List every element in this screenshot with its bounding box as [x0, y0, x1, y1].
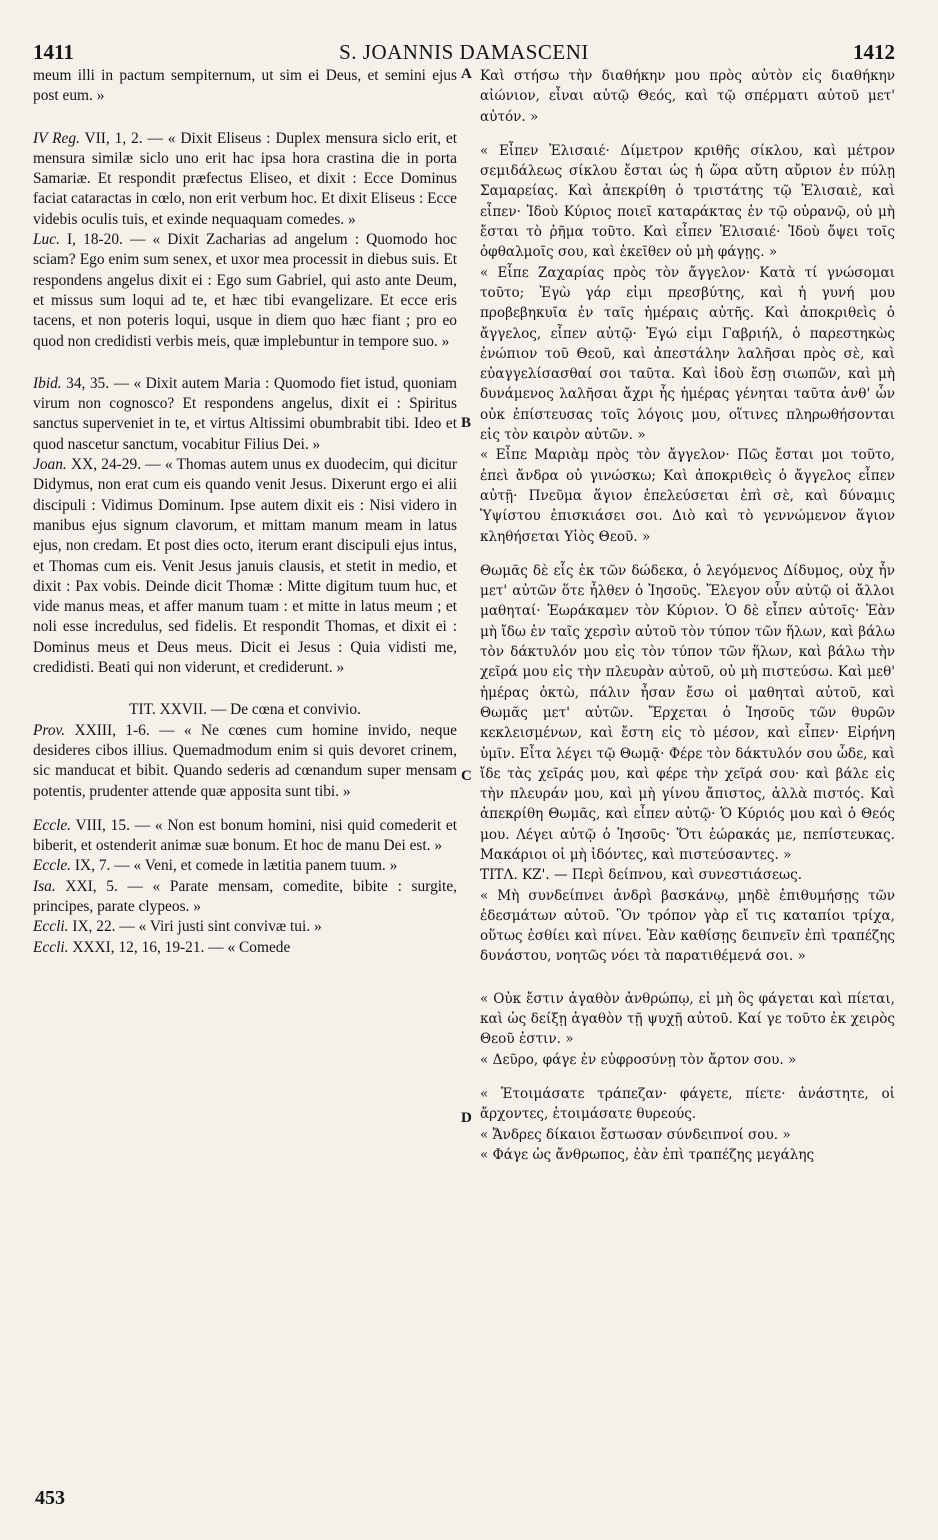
paragraph-text: I, 18-20. — « Dixit Zacharias ad angelum : Quomodo hoc sciam? Ego enim sum senex, et uxor mea processit in diebus suis. Et respondens angelus dixit ei : Ego sum Gabriel, qui asto ante Deum, et missus sum loqui ad te, et hæc tibi evangelizare. Et ecce eris tacens, et non poteris loqui, usque in diem quo hæc fiant ; pro eo quod non credidisti verbis meis, quæ implebuntur in tempore suo. » — [33, 231, 457, 350]
left-paragraph — [33, 856, 457, 876]
paragraph-gap — [33, 107, 457, 129]
paragraph-text: XX, 24-29. — « Thomas autem unus ex duodecim, qui dicitur Didymus, non erat cum eis quando venit Jesus. Dixerunt ergo ei alii discipuli : Vidimus Dominum. Ipse autem dixit eis : Nisi videro in manibus ejus signum clavorum, et mittam manum meam in latus ejus, non credam. Et post dies octo, iterum erant discipuli ejus intus, et Thomas cum eis. Venit Jesus januis clausis, et stetit in medio, et dixit : Pax vobis. Deinde dicit Thomæ : Mitte digitum tuum huc, et vide manus meas, et affer manum tuam : et mitte in latus meum ; et noli esse incredulus, sed fidelis. Et respondit Thomas, et dixit ei : Dominus meus et Deus meus. Dicit ei Jesus : Quia vidisti me, credidisti. Beati qui non viderunt, et crediderunt. » — [33, 456, 457, 677]
scripture-reference: Eccli. — [33, 918, 69, 936]
latin-column — [33, 66, 457, 1521]
right-paragraph — [480, 989, 895, 1050]
paragraph-gap — [33, 802, 457, 816]
paragraph-gap — [33, 352, 457, 374]
paragraph-text: meum illi in pactum sempiternum, ut sim ei Deus, et semini ejus post eum. » — [33, 67, 457, 105]
right-paragraph — [480, 1125, 895, 1145]
right-paragraph — [480, 1145, 895, 1165]
section-title: TIT. XXVII. — De cœna et convivio. — [129, 701, 361, 719]
paragraph-text: « Δεῦρο, φάγε ἐν εὐφροσύνῃ τὸν ἄρτον σου. » — [480, 1051, 797, 1068]
page-number-right: 1412 — [853, 40, 895, 64]
left-paragraph — [33, 700, 457, 720]
greek-column — [480, 66, 895, 1521]
paragraph-text: « Ἄνδρες δίκαιοι ἔστωσαν σύνδειπνοί σου. » — [480, 1126, 791, 1143]
paragraph-text: Θωμᾶς δὲ εἷς ἐκ τῶν δώδεκα, ὁ λεγόμενος Δίδυμος, οὐχ ἦν μετ' αὐτῶν ὅτε ἦλθεν ὁ Ἰησοῦς. Ἔλεγον οὖν αὐτῷ οἱ ἄλλοι μαθηταί· Ἑωράκαμεν τὸν Κύριον. Ὁ δὲ εἶπεν αὐτοῖς· Ἐὰν μὴ ἴδω ἐν ταῖς χερσὶν αὐτοῦ τὸν τύπον τῶν ἥλων, καὶ βάλω τὸν δάκτυλόν μου εἰς τὸν τύπον τῶν ἥλων, καὶ βάλω τὴν χεῖρά μου εἰς τὴν πλευρὰν αὐτοῦ, οὐ μὴ πιστεύσω. Καὶ μεθ' ἡμέρας ὀκτὼ, πάλιν ἦσαν ἔσω οἱ μαθηταὶ αὐτοῦ, καὶ Θωμᾶς μετ' αὐτῶν. Ἔρχεται ὁ Ἰησοῦς τῶν θυρῶν κεκλεισμένων, καὶ ἔστη εἰς τὸ μέσον, καὶ εἶπεν· Εἰρήνη ὑμῖν. Εἶτα λέγει τῷ Θωμᾷ· Φέρε τὸν δάκτυλόν σου ὧδε, καὶ ἴδε τὰς χεῖράς μου, καὶ φέρε τὴν χεῖρά σου· καὶ βάλε εἰς τὴν πλευράν μου, καὶ μὴ γίνου ἄπιστος, ἀλλὰ πιστός. Καὶ ἀπεκρίθη Θωμᾶς, καὶ εἶπεν αὐτῷ· Ὁ Κύριός μου καὶ ὁ Θεός μου. Λέγει αὐτῷ ὁ Ἰησοῦς· Ὅτι ἑώρακάς με, πεπίστευκας. Μακάριοι οἱ μὴ ἰδόντες, καὶ πιστεύσαντες. » — [480, 562, 895, 863]
margin-mark-c: C — [461, 768, 472, 784]
paragraph-gap — [480, 127, 895, 141]
right-paragraph — [480, 445, 895, 546]
left-paragraph — [33, 66, 457, 107]
page-number-left: 1411 — [33, 40, 74, 64]
paragraph-text: XXIII, 1-6. — « Ne cœnes cum homine invido, neque desideres cibos illius. Quemadmodum enim si quis devoret crinem, sic manducat et bibit. Quando sederis ad cœnandum super mensam potentis, prudenter attende quæ apposita sunt tibi. » — [33, 721, 457, 800]
paragraph-text: « Εἶπε Ζαχαρίας πρὸς τὸν ἄγγελον· Κατὰ τί γνώσομαι τοῦτο; Ἐγὼ γάρ εἰμι πρεσβύτης, καὶ ἡ γυνή μου προβεβηκυῖα ἐν ταῖς ἡμέραις αὐτῆς. Καὶ ἀποκριθεὶς ὁ ἄγγελος, εἶπεν αὐτῷ· Ἐγώ εἰμι Γαβριήλ, ὁ παρεστηκὼς ἐνώπιον τοῦ Θεοῦ, καὶ ἀπεστάλην λαλῆσαι πρὸς σὲ, καὶ εὐαγγελίσασθαί σοι ταῦτα. Καὶ ἰδοὺ ἔσῃ σιωπῶν, καὶ μὴ δυνάμενος λαλῆσαι ἄχρι ἧς ἡμέρας γένηται ταῦτα ἀνθ' ὧν οὐκ ἐπίστευσας τοῖς λόγοις μου, οἵτινες πληρωθήσονται εἰς τὸν καιρὸν αὐτῶν. » — [480, 264, 895, 444]
paragraph-gap — [33, 678, 457, 700]
scripture-reference: IV Reg. — [33, 129, 80, 147]
paragraph-text: VIII, 15. — « Non est bonum homini, nisi quid comederit et biberit, et ostenderit animæ suæ bonum. Et hoc de manu Dei est. » — [33, 816, 457, 855]
paragraph-gap — [480, 967, 895, 989]
paragraph-text: « Εἶπε Μαριὰμ πρὸς τὸν ἄγγελον· Πῶς ἔσται μοι τοῦτο, ἐπεὶ ἄνδρα οὐ γινώσκω; Καὶ ἀποκριθεὶς ὁ ἄγγελος εἶπεν αὐτῇ· Πνεῦμα ἅγιον ἐπελεύσεται ἐπὶ σὲ, καὶ δύναμις Ὑψίστου ἐπισκιάσει σοι. Διὸ καὶ τὸ γεννώμενον ἅγιον κληθήσεται Υἱὸς Θεοῦ. » — [480, 447, 895, 545]
right-paragraph — [480, 263, 895, 446]
scripture-reference: Eccle. — [33, 857, 72, 875]
paragraph-text: « Οὐκ ἔστιν ἀγαθὸν ἀνθρώπῳ, εἰ μὴ ὃς φάγεται καὶ πίεται, καὶ ὡς δείξῃ ἀγαθὸν τῇ ψυχῇ αὐτοῦ. Καί γε τοῦτο ἐκ χειρὸς Θεοῦ ἐστιν. » — [480, 990, 895, 1048]
scripture-reference: Luc. — [33, 231, 60, 249]
left-paragraph — [33, 129, 457, 230]
paragraph-text: VII, 1, 2. — « Dixit Eliseus : Duplex mensura siclo erit, et mensura similæ siclo uno erit hac ipsa hora crastina die in porta Samariæ. Et respondit præfectus Eliseo, et dixit : Ecce Dominus faciat cataractas in cœlo, non erit verbum hoc. Et dixit Eliseus : Ecce videbis oculis tuis, et exinde nequaquam comedes. » — [33, 129, 457, 228]
paragraph-text: IX, 22. — « Viri justi sint convivæ tui. » — [68, 918, 322, 936]
right-paragraph — [480, 561, 895, 865]
margin-mark-a: A — [461, 66, 472, 82]
right-paragraph — [480, 865, 895, 885]
paragraph-text: « Ἑτοιμάσατε τράπεζαν· φάγετε, πίετε· ἀνάστητε, οἱ ἄρχοντες, ἑτοιμάσατε θυρεούς. — [480, 1085, 895, 1123]
right-paragraph — [480, 141, 895, 263]
signature-number: 453 — [35, 1487, 65, 1509]
scripture-reference: Eccle. — [33, 816, 72, 834]
running-title: S. JOANNIS DAMASCENI — [339, 40, 589, 64]
left-paragraph — [33, 374, 457, 455]
right-paragraph — [480, 1050, 895, 1070]
scripture-reference: Isa. — [33, 877, 56, 895]
right-paragraph — [480, 66, 895, 127]
paragraph-text: XXI, 5. — « Parate mensam, comedite, bibite : surgite, principes, parate clypeos. » — [33, 877, 457, 915]
paragraph-text: ΤΙΤΛ. ΚΖ'. — Περὶ δείπνου, καὶ συνεστιάσεως. — [480, 867, 803, 884]
paragraph-gap — [480, 1070, 895, 1084]
paragraph-text: XXXI, 12, 16, 19-21. — « Comede — [68, 938, 291, 956]
scripture-reference: Ibid. — [33, 374, 62, 392]
margin-mark-d: D — [461, 1110, 472, 1126]
right-paragraph — [480, 886, 895, 967]
paragraph-text: « Εἶπεν Ἐλισαιέ· Δίμετρον κριθῆς σίκλου, καὶ μέτρον σεμιδάλεως σίκλου ἔσται ὡς ἡ ὥρα αὔτη αὔριον ἐν πύλῃ Σαμαρείας. Καὶ ἀπεκρίθη ὁ τριστάτης τῷ Ἐλισαιὲ, καὶ εἶπεν· Ἰδοὺ Κύριος ποιεῖ καταράκτας ἐν τῷ οὐρανῷ, οὐ μὴ ἔσται τὸ ῥῆμα τοῦτο. Καὶ εἶπεν Ἐλισαιέ· Ἰδοὺ ὄψει τοῖς ὀφθαλμοῖς σου, καὶ ἐκεῖθεν οὐ μὴ φάγῃς. » — [480, 142, 895, 261]
left-paragraph — [33, 816, 457, 857]
scripture-reference: Eccli. — [33, 938, 69, 956]
left-paragraph — [33, 917, 457, 937]
left-paragraph — [33, 455, 457, 678]
paragraph-text: « Φάγε ὡς ἄνθρωπος, ἐὰν ἐπὶ τραπέζης μεγάλης — [480, 1146, 815, 1163]
paragraph-text: IX, 7. — « Veni, et comede in lætitia panem tuum. » — [71, 857, 398, 875]
scripture-reference: Prov. — [33, 721, 66, 739]
paragraph-text: « Μὴ συνδείπνει ἀνδρὶ βασκάνῳ, μηδὲ ἐπιθυμήσῃς τῶν ἐδεσμάτων αὐτοῦ. Ὃν τρόπον γὰρ εἴ τις καταπίοι τρίχα, οὕτως ἐσθίει καὶ πίνει. Ἐὰν καθίσῃς δειπνεῖν ἐπὶ τραπέζης δυνάστου, νοητῶς νόει τὰ παρατιθέμενά σοι. » — [480, 887, 895, 965]
paragraph-text: 34, 35. — « Dixit autem Maria : Quomodo fiet istud, quoniam virum non cognosco? Et respondens angelus, dixit ei : Spiritus sanctus superveniet in te, et virtus Altissimi obumbrabit tibi. Ideo et quod nascetur sanctum, vocabitur Filius Dei. » — [33, 374, 457, 453]
paragraph-text: Καὶ στήσω τὴν διαθήκην μου πρὸς αὐτὸν εἰς διαθήκην αἰώνιον, εἶναι αὐτῷ Θεός, καὶ τῷ σπέρματι αὐτοῦ μετ' αὐτόν. » — [480, 68, 895, 125]
left-paragraph — [33, 877, 457, 918]
left-paragraph — [33, 721, 457, 802]
margin-mark-b: B — [461, 415, 472, 431]
right-paragraph — [480, 1084, 895, 1125]
left-paragraph — [33, 938, 457, 958]
scripture-reference: Joan. — [33, 456, 67, 474]
left-paragraph — [33, 230, 457, 352]
paragraph-gap — [480, 547, 895, 561]
